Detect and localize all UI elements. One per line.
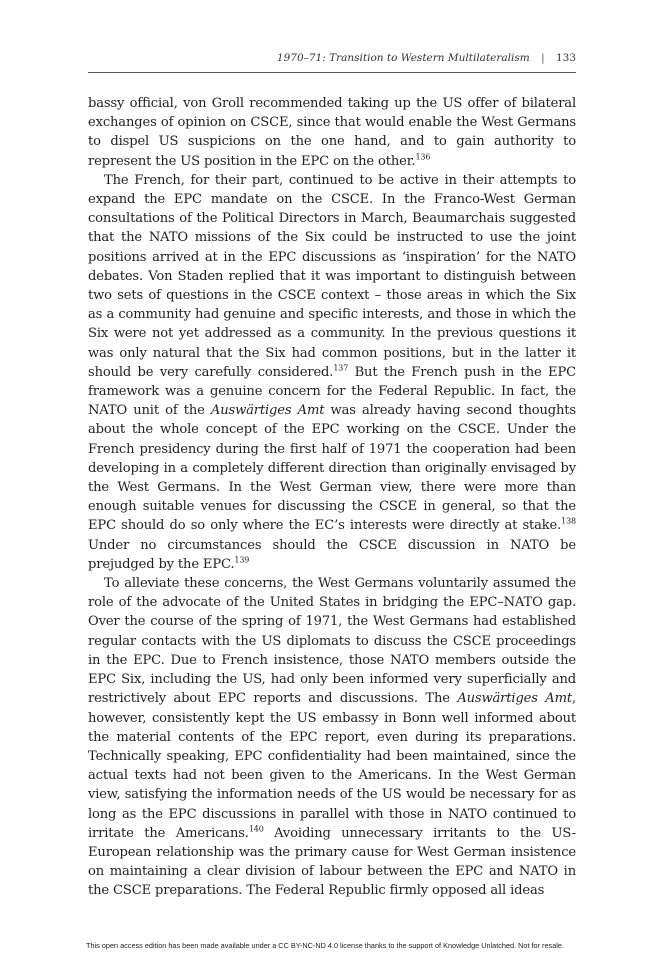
- text-run: , however, consistently kept the US embassy in Bonn well informed about the material contents of the EPC report, even during its preparations. Technically speaking, EPC confidentiality had been maintained, since the actual texts had not been given to the Americans. In the West German view, satisfying the information needs of the US would be necessary for as long as the EPC discussions in parallel with those in NATO continued to irritate the Americans.: [88, 691, 576, 841]
- footnote-ref: 140: [248, 824, 264, 834]
- footnote-ref: 137: [333, 363, 349, 373]
- italic-term: Auswärtiges Amt: [457, 691, 572, 707]
- paragraph-1: [88, 94, 576, 171]
- paragraph-3: [88, 574, 576, 900]
- text-run: Under no circumstances should the CSCE discussion in NATO be prejudged by the EPC.: [88, 537, 576, 572]
- running-title: 1970–71: Transition to Western Multilateralism: [276, 52, 530, 64]
- page-number: 133: [555, 52, 576, 64]
- text-run: But the French push in the EPC framework was a genuine concern for the Federal Republic. In fact, the NATO unit of the: [88, 364, 576, 419]
- header-separator: |: [541, 52, 545, 64]
- body-text: [88, 94, 576, 901]
- text-run: To alleviate these concerns, the West Germans voluntarily assumed the role of the advocate of the United States in bridging the EPC–NATO gap. Over the course of the spring of 1971, the West Germans had established regular contacts with the US diplomats to discuss the CSCE proceedings in the EPC. Due to French insistence, those NATO members outside the EPC Six, including the US, had only been informed very superficially and restrictively about EPC reports and discussions. The: [88, 576, 576, 707]
- footnote-ref: 136: [415, 152, 431, 162]
- text-run: bassy official, von Groll recommended taking up the US offer of bilateral exchanges of opinion on CSCE, since that would enable the West Germans to dispel US suspicions on the one hand, and to gain authority to represent the US position in the EPC on the other.: [88, 96, 576, 169]
- footnote-ref: 138: [561, 517, 576, 527]
- running-header: [88, 50, 576, 73]
- license-footnote: This open access edition has been made available under a CC BY-NC-ND 4.0 license thanks to the support of Knowledge Unlatched. Not for resale.: [86, 941, 564, 950]
- paragraph-2: [88, 171, 576, 574]
- text-run: Avoiding unnecessary irritants to the US-European relationship was the primary cause for West German insistence on maintaining a clear division of labour between the EPC and NATO in the CSCE preparations. The Federal Republic firmly opposed all ideas: [88, 825, 576, 899]
- italic-term: Auswärtiges Amt: [210, 403, 325, 419]
- text-run: The French, for their part, continued to be active in their attempts to expand the EPC mandate on the CSCE. In the Franco-West German consultations of the Political Directors in March, Beaumarchais suggested that the NATO missions of the Six could be instructed to use the joint positions arrived at in the EPC discussions as ‘inspiration’ for the NATO debates. Von Staden replied that it was important to distinguish between two sets of questions in the CSCE context – those areas in which the Six as a community had genuine and specific interests, and those in which the Six were not yet addressed as a community. In the previous questions it was only natural that the Six had common positions, but in the latter it should be very carefully considered.: [88, 172, 576, 380]
- text-run: was already having second thoughts about the whole concept of the EPC working on the CSCE. Under the French presidency during the first half of 1971 the cooperation had been developing in a completely different direction than originally envisaged by the West Germans. In the West German view, there were more than enough suitable venues for discussing the CSCE in general, so that the EPC should do so only where the EC’s interests were directly at stake.: [88, 403, 576, 534]
- footnote-ref: 139: [234, 555, 250, 565]
